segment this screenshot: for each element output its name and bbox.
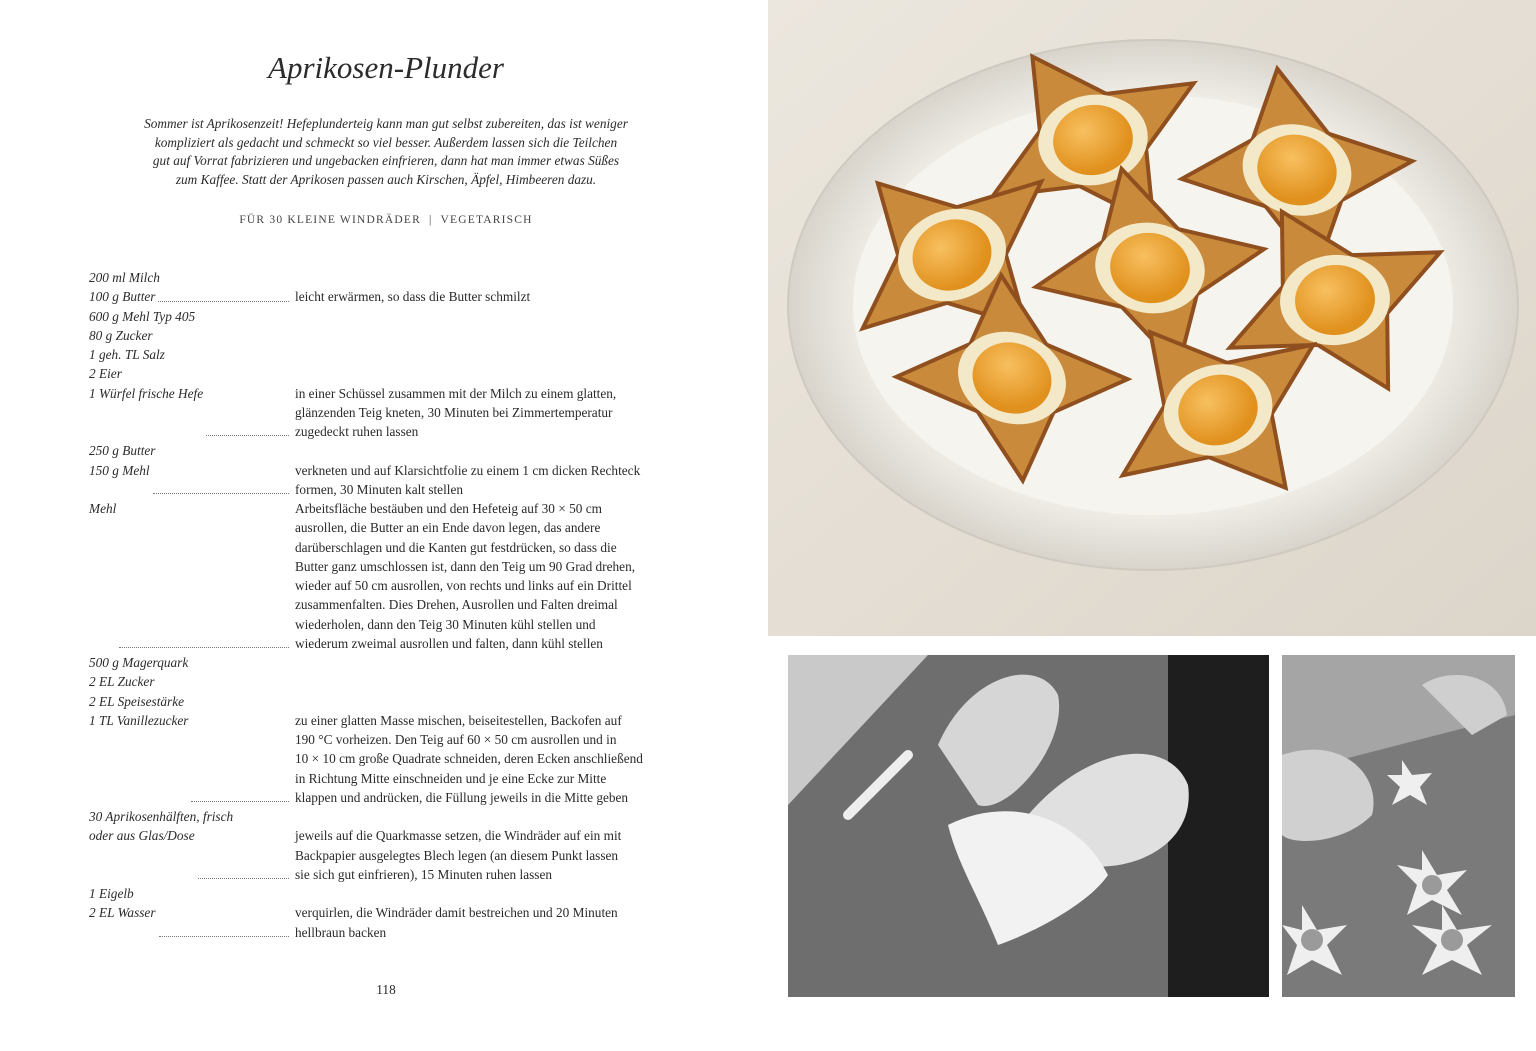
category: VEGETARISCH — [440, 214, 533, 226]
instruction-line: in Richtung Mitte einschneiden und je eine Ecke zur Mitte — [295, 770, 607, 786]
recipe-row — [89, 326, 689, 345]
ingredient-text: 200 ml Milch — [89, 270, 160, 285]
dotted-leader — [159, 935, 289, 937]
instruction — [295, 711, 643, 807]
ingredient-text: oder aus Glas/Dose — [89, 828, 195, 844]
instruction-line: Backpapier ausgelegtes Blech legen (an diesem Punkt lassen — [295, 847, 619, 863]
ingredient-text: 600 g Mehl Typ 405 — [89, 308, 196, 324]
recipe-steps — [89, 268, 689, 942]
ingredient-text: 1 Eigelb — [89, 886, 134, 901]
ingredient-text: 80 g Zucker — [89, 327, 153, 343]
instruction-line: sie sich gut einfrieren), 15 Minuten ruhen lassen — [295, 866, 553, 882]
ingredient-text: 1 Würfel frische Hefe — [89, 385, 204, 401]
instruction-line: zugedeckt ruhen lassen — [295, 424, 419, 439]
instruction-line: zu einer glatten Masse mischen, beiseitestellen, Backofen auf — [295, 712, 622, 728]
intro-line: Sommer ist Aprikosenzeit! Hefeplunderteig kann man gut selbst zubereiten, das ist weniger — [144, 116, 628, 131]
recipe-row — [89, 268, 689, 287]
instruction — [295, 287, 530, 306]
instruction-line: darüberschlagen und die Kanten gut festdrücken, so dass die — [295, 539, 617, 555]
ingredient — [89, 826, 295, 884]
instruction-line: hellbraun backen — [295, 924, 387, 940]
page-number: 118 — [376, 982, 396, 997]
dotted-leader — [158, 300, 289, 302]
recipe-row — [89, 384, 689, 442]
dotted-leader — [198, 877, 289, 879]
ingredient — [89, 807, 295, 826]
ingredient — [89, 364, 295, 383]
ingredient — [89, 711, 295, 807]
ingredient-text: 100 g Butter — [89, 289, 156, 305]
instruction-line: wiederholen, dann den Teig 30 Minuten kühl stellen und — [295, 616, 596, 632]
instruction-line: Arbeitsfläche bestäuben und den Hefeteig auf 30 × 50 cm — [295, 501, 602, 516]
recipe-row — [89, 345, 689, 364]
intro-line: kompliziert als gedacht und schmeckt so viel besser. Außerdem lassen sich die Teilchen — [154, 134, 618, 150]
instruction-line: wieder auf 50 cm ausrollen, von rechts und links auf ein Drittel — [295, 578, 632, 593]
instruction — [295, 826, 621, 884]
recipe-row — [89, 903, 689, 942]
instruction-line: Butter ganz umschlossen ist, dann den Teig um 90 Grad drehen, — [295, 558, 636, 574]
recipe-intro — [110, 115, 662, 190]
ingredient — [89, 884, 295, 903]
ingredient — [89, 653, 295, 672]
ingredient-text: 250 g Butter — [89, 443, 156, 459]
instruction-line: 190 °C vorheizen. Den Teig auf 60 × 50 cm ausrollen und in — [295, 732, 617, 747]
ingredient — [89, 268, 295, 287]
recipe-row — [89, 499, 689, 653]
ingredient — [89, 692, 295, 711]
ingredient — [89, 345, 295, 364]
ingredient-text: Mehl — [89, 501, 117, 516]
instruction — [295, 384, 616, 442]
ingredient-text: 2 EL Wasser — [89, 905, 156, 921]
ingredient-text: 2 Eier — [89, 366, 122, 382]
instruction-line: jeweils auf die Quarkmasse setzen, die Windräder auf ein mit — [295, 828, 622, 844]
ingredient — [89, 499, 295, 653]
instruction-line: verquirlen, die Windräder damit bestreichen und 20 Minuten — [295, 905, 618, 921]
servings: FÜR 30 KLEINE WINDRÄDER — [239, 214, 421, 226]
instruction-line: verkneten und auf Klarsichtfolie zu einem 1 cm dicken Rechteck — [295, 462, 641, 478]
ingredient — [89, 384, 295, 442]
intro-line: zum Kaffee. Statt der Aprikosen passen auch Kirschen, Äpfel, Himbeeren dazu. — [175, 172, 597, 188]
recipe-row — [89, 884, 689, 903]
pinwheels-tray-photo — [1282, 655, 1515, 997]
recipe-tagline — [0, 214, 772, 226]
instruction — [295, 461, 640, 500]
recipe-row — [89, 692, 689, 711]
ingredient — [89, 307, 295, 326]
dotted-leader — [153, 492, 289, 494]
ingredient-text: 1 geh. TL Salz — [89, 347, 165, 362]
instruction-line: formen, 30 Minuten kalt stellen — [295, 481, 464, 497]
ingredient — [89, 326, 295, 345]
recipe-row — [89, 287, 689, 306]
recipe-row — [89, 461, 689, 500]
ingredient-text: 30 Aprikosenhälften, frisch — [89, 809, 234, 824]
ingredient — [89, 672, 295, 691]
recipe-row — [89, 672, 689, 691]
ingredient-text: 2 EL Speisestärke — [89, 693, 185, 709]
separator: | — [429, 214, 433, 226]
instruction-line: wiederum zweimal ausrollen und falten, dann kühl stellen — [295, 635, 603, 651]
recipe-row — [89, 364, 689, 383]
ingredient — [89, 287, 295, 306]
instruction-line: leicht erwärmen, so dass die Butter schmilzt — [295, 289, 531, 305]
instruction-line: 10 × 10 cm große Quadrate schneiden, deren Ecken anschließend — [295, 751, 643, 767]
instruction-line: in einer Schüssel zusammen mit der Milch zu einem glatten, — [295, 385, 617, 401]
instruction — [295, 903, 618, 942]
recipe-row — [89, 711, 689, 807]
recipe-row — [89, 441, 689, 460]
ingredient-text: 150 g Mehl — [89, 462, 150, 478]
ingredient — [89, 461, 295, 500]
folding-pastry-photo — [788, 655, 1269, 997]
recipe-title: Aprikosen-Plunder — [268, 50, 504, 85]
recipe-row — [89, 807, 689, 826]
instruction — [295, 499, 635, 653]
ingredient-text: 1 TL Vanillezucker — [89, 712, 189, 728]
pastry-plate-photo — [768, 0, 1536, 636]
recipe-row — [89, 653, 689, 672]
recipe-row — [89, 826, 689, 884]
intro-line: gut auf Vorrat fabrizieren und ungebacken einfrieren, dann hat man immer etwas Süßes — [152, 153, 620, 169]
dotted-leader — [191, 800, 289, 802]
instruction-line: klappen und andrücken, die Füllung jeweils in die Mitte geben — [295, 789, 629, 805]
recipe-row — [89, 307, 689, 326]
ingredient-text: 2 EL Zucker — [89, 674, 155, 690]
ingredient — [89, 903, 295, 942]
dotted-leader — [206, 434, 289, 436]
instruction-line: zusammenfalten. Dies Drehen, Ausrollen und Falten dreimal — [295, 597, 618, 613]
dotted-leader — [119, 646, 289, 648]
instruction-line: glänzenden Teig kneten, 30 Minuten bei Zimmertemperatur — [295, 404, 613, 420]
ingredient-text: 500 g Magerquark — [89, 655, 189, 670]
ingredient — [89, 441, 295, 460]
instruction-line: ausrollen, die Butter an ein Ende davon legen, das andere — [295, 520, 601, 536]
